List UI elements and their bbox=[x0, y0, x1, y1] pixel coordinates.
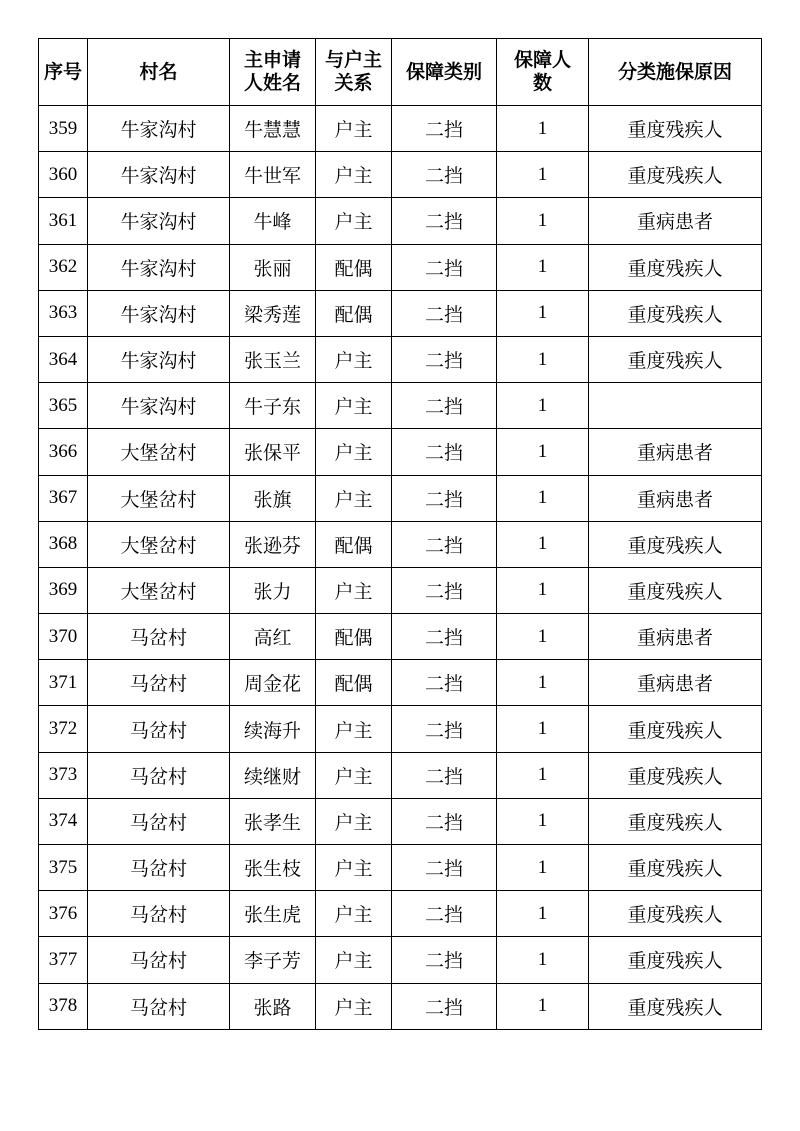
table-row bbox=[39, 290, 762, 336]
cell-reason: 重度残疾人 bbox=[589, 521, 762, 567]
cell-relation: 户主 bbox=[316, 983, 392, 1029]
cell-relation: 户主 bbox=[316, 891, 392, 937]
cell-relation: 户主 bbox=[316, 567, 392, 613]
cell-relation: 配偶 bbox=[316, 660, 392, 706]
header-applicant-name bbox=[230, 39, 316, 106]
table-row bbox=[39, 336, 762, 382]
table-row bbox=[39, 983, 762, 1029]
cell-applicant-name: 牛世军 bbox=[230, 152, 316, 198]
cell-relation: 户主 bbox=[316, 106, 392, 152]
table-row bbox=[39, 475, 762, 521]
cell-reason: 重度残疾人 bbox=[589, 106, 762, 152]
cell-applicant-name: 牛慧慧 bbox=[230, 106, 316, 152]
cell-reason: 重病患者 bbox=[589, 198, 762, 244]
cell-applicant-name: 牛子东 bbox=[230, 383, 316, 429]
cell-applicant-name: 续海升 bbox=[230, 706, 316, 752]
cell-relation: 户主 bbox=[316, 336, 392, 382]
cell-relation: 配偶 bbox=[316, 244, 392, 290]
cell-reason: 重病患者 bbox=[589, 614, 762, 660]
cell-count: 1 bbox=[497, 290, 589, 336]
cell-reason: 重度残疾人 bbox=[589, 798, 762, 844]
cell-category: 二挡 bbox=[392, 891, 497, 937]
cell-index: 372 bbox=[39, 706, 88, 752]
cell-applicant-name: 张孝生 bbox=[230, 798, 316, 844]
cell-index: 370 bbox=[39, 614, 88, 660]
cell-reason: 重度残疾人 bbox=[589, 706, 762, 752]
table-row bbox=[39, 567, 762, 613]
cell-applicant-name: 张生枝 bbox=[230, 845, 316, 891]
cell-village: 马岔村 bbox=[88, 983, 230, 1029]
cell-relation: 户主 bbox=[316, 845, 392, 891]
cell-relation: 户主 bbox=[316, 798, 392, 844]
table-row bbox=[39, 937, 762, 983]
cell-village: 大堡岔村 bbox=[88, 567, 230, 613]
cell-category: 二挡 bbox=[392, 521, 497, 567]
cell-index: 376 bbox=[39, 891, 88, 937]
cell-applicant-name: 张生虎 bbox=[230, 891, 316, 937]
cell-count: 1 bbox=[497, 383, 589, 429]
cell-index: 359 bbox=[39, 106, 88, 152]
header-village: 村名 bbox=[88, 39, 230, 106]
cell-reason: 重度残疾人 bbox=[589, 845, 762, 891]
cell-applicant-name: 张丽 bbox=[230, 244, 316, 290]
header-index: 序号 bbox=[39, 39, 88, 106]
cell-reason: 重病患者 bbox=[589, 475, 762, 521]
cell-reason: 重度残疾人 bbox=[589, 752, 762, 798]
cell-village: 大堡岔村 bbox=[88, 521, 230, 567]
cell-category: 二挡 bbox=[392, 706, 497, 752]
table-header bbox=[39, 39, 762, 106]
cell-reason: 重度残疾人 bbox=[589, 937, 762, 983]
cell-village: 牛家沟村 bbox=[88, 106, 230, 152]
cell-village: 马岔村 bbox=[88, 798, 230, 844]
cell-count: 1 bbox=[497, 706, 589, 752]
cell-village: 马岔村 bbox=[88, 752, 230, 798]
cell-index: 378 bbox=[39, 983, 88, 1029]
cell-count: 1 bbox=[497, 521, 589, 567]
table-row bbox=[39, 798, 762, 844]
cell-village: 马岔村 bbox=[88, 937, 230, 983]
cell-relation: 配偶 bbox=[316, 290, 392, 336]
cell-village: 大堡岔村 bbox=[88, 475, 230, 521]
cell-category: 二挡 bbox=[392, 798, 497, 844]
cell-village: 马岔村 bbox=[88, 891, 230, 937]
cell-relation: 户主 bbox=[316, 752, 392, 798]
cell-category: 二挡 bbox=[392, 752, 497, 798]
cell-relation: 户主 bbox=[316, 475, 392, 521]
cell-reason: 重病患者 bbox=[589, 660, 762, 706]
cell-count: 1 bbox=[497, 752, 589, 798]
cell-category: 二挡 bbox=[392, 106, 497, 152]
cell-index: 373 bbox=[39, 752, 88, 798]
header-applicant-line2: 人姓名 bbox=[243, 72, 301, 94]
cell-index: 367 bbox=[39, 475, 88, 521]
cell-applicant-name: 周金花 bbox=[230, 660, 316, 706]
cell-village: 牛家沟村 bbox=[88, 152, 230, 198]
cell-applicant-name: 李子芳 bbox=[230, 937, 316, 983]
cell-village: 牛家沟村 bbox=[88, 244, 230, 290]
cell-index: 366 bbox=[39, 429, 88, 475]
cell-reason: 重度残疾人 bbox=[589, 244, 762, 290]
cell-category: 二挡 bbox=[392, 336, 497, 382]
table-row bbox=[39, 660, 762, 706]
table-row bbox=[39, 383, 762, 429]
cell-category: 二挡 bbox=[392, 244, 497, 290]
cell-village: 牛家沟村 bbox=[88, 290, 230, 336]
cell-applicant-name: 张旗 bbox=[230, 475, 316, 521]
cell-count: 1 bbox=[497, 429, 589, 475]
cell-relation: 配偶 bbox=[316, 521, 392, 567]
cell-applicant-name: 张力 bbox=[230, 567, 316, 613]
header-category: 保障类别 bbox=[392, 39, 497, 106]
cell-relation: 户主 bbox=[316, 152, 392, 198]
cell-count: 1 bbox=[497, 336, 589, 382]
cell-applicant-name: 张逊芬 bbox=[230, 521, 316, 567]
cell-relation: 户主 bbox=[316, 706, 392, 752]
cell-index: 365 bbox=[39, 383, 88, 429]
cell-relation: 户主 bbox=[316, 383, 392, 429]
cell-relation: 配偶 bbox=[316, 614, 392, 660]
table-row bbox=[39, 198, 762, 244]
cell-village: 牛家沟村 bbox=[88, 198, 230, 244]
cell-count: 1 bbox=[497, 614, 589, 660]
table-row bbox=[39, 429, 762, 475]
cell-category: 二挡 bbox=[392, 567, 497, 613]
cell-village: 马岔村 bbox=[88, 706, 230, 752]
cell-applicant-name: 张路 bbox=[230, 983, 316, 1029]
cell-count: 1 bbox=[497, 983, 589, 1029]
cell-count: 1 bbox=[497, 475, 589, 521]
cell-applicant-name: 牛峰 bbox=[230, 198, 316, 244]
cell-count: 1 bbox=[497, 567, 589, 613]
cell-village: 马岔村 bbox=[88, 660, 230, 706]
cell-category: 二挡 bbox=[392, 383, 497, 429]
cell-category: 二挡 bbox=[392, 429, 497, 475]
cell-index: 361 bbox=[39, 198, 88, 244]
cell-applicant-name: 张玉兰 bbox=[230, 336, 316, 382]
cell-count: 1 bbox=[497, 660, 589, 706]
cell-category: 二挡 bbox=[392, 198, 497, 244]
cell-count: 1 bbox=[497, 937, 589, 983]
cell-index: 377 bbox=[39, 937, 88, 983]
cell-applicant-name: 高红 bbox=[230, 614, 316, 660]
header-reason: 分类施保原因 bbox=[589, 39, 762, 106]
cell-applicant-name: 梁秀莲 bbox=[230, 290, 316, 336]
cell-applicant-name: 续继财 bbox=[230, 752, 316, 798]
header-count-line2: 数 bbox=[532, 72, 552, 94]
cell-applicant-name: 张保平 bbox=[230, 429, 316, 475]
header-count-line1: 保障人 bbox=[513, 49, 571, 71]
cell-reason: 重度残疾人 bbox=[589, 336, 762, 382]
cell-category: 二挡 bbox=[392, 983, 497, 1029]
cell-village: 牛家沟村 bbox=[88, 336, 230, 382]
cell-index: 375 bbox=[39, 845, 88, 891]
cell-index: 364 bbox=[39, 336, 88, 382]
cell-index: 371 bbox=[39, 660, 88, 706]
cell-count: 1 bbox=[497, 891, 589, 937]
table-row bbox=[39, 106, 762, 152]
cell-category: 二挡 bbox=[392, 475, 497, 521]
table-row bbox=[39, 845, 762, 891]
cell-reason bbox=[589, 383, 762, 429]
table-row bbox=[39, 752, 762, 798]
cell-index: 374 bbox=[39, 798, 88, 844]
table-row bbox=[39, 891, 762, 937]
cell-reason: 重病患者 bbox=[589, 429, 762, 475]
cell-reason: 重度残疾人 bbox=[589, 152, 762, 198]
cell-category: 二挡 bbox=[392, 152, 497, 198]
cell-count: 1 bbox=[497, 198, 589, 244]
cell-count: 1 bbox=[497, 845, 589, 891]
cell-count: 1 bbox=[497, 244, 589, 290]
cell-category: 二挡 bbox=[392, 614, 497, 660]
cell-count: 1 bbox=[497, 798, 589, 844]
header-relation bbox=[316, 39, 392, 106]
cell-relation: 户主 bbox=[316, 429, 392, 475]
cell-reason: 重度残疾人 bbox=[589, 290, 762, 336]
cell-index: 363 bbox=[39, 290, 88, 336]
cell-relation: 户主 bbox=[316, 198, 392, 244]
table-row bbox=[39, 152, 762, 198]
cell-count: 1 bbox=[497, 106, 589, 152]
cell-count: 1 bbox=[497, 152, 589, 198]
cell-category: 二挡 bbox=[392, 845, 497, 891]
header-relation-line2: 关系 bbox=[334, 72, 373, 94]
cell-village: 马岔村 bbox=[88, 845, 230, 891]
assistance-roster-table bbox=[38, 38, 762, 1030]
header-applicant-line1: 主申请 bbox=[243, 49, 301, 71]
cell-reason: 重度残疾人 bbox=[589, 567, 762, 613]
table-body bbox=[39, 106, 762, 1030]
table-row bbox=[39, 706, 762, 752]
cell-village: 大堡岔村 bbox=[88, 429, 230, 475]
cell-relation: 户主 bbox=[316, 937, 392, 983]
table-row bbox=[39, 614, 762, 660]
cell-index: 369 bbox=[39, 567, 88, 613]
header-relation-line1: 与户主 bbox=[324, 49, 382, 71]
cell-index: 362 bbox=[39, 244, 88, 290]
header-row bbox=[39, 39, 762, 106]
cell-reason: 重度残疾人 bbox=[589, 983, 762, 1029]
cell-reason: 重度残疾人 bbox=[589, 891, 762, 937]
table-row bbox=[39, 244, 762, 290]
cell-village: 马岔村 bbox=[88, 614, 230, 660]
cell-index: 368 bbox=[39, 521, 88, 567]
cell-index: 360 bbox=[39, 152, 88, 198]
cell-category: 二挡 bbox=[392, 290, 497, 336]
cell-village: 牛家沟村 bbox=[88, 383, 230, 429]
cell-category: 二挡 bbox=[392, 660, 497, 706]
cell-category: 二挡 bbox=[392, 937, 497, 983]
table-row bbox=[39, 521, 762, 567]
header-count bbox=[497, 39, 589, 106]
